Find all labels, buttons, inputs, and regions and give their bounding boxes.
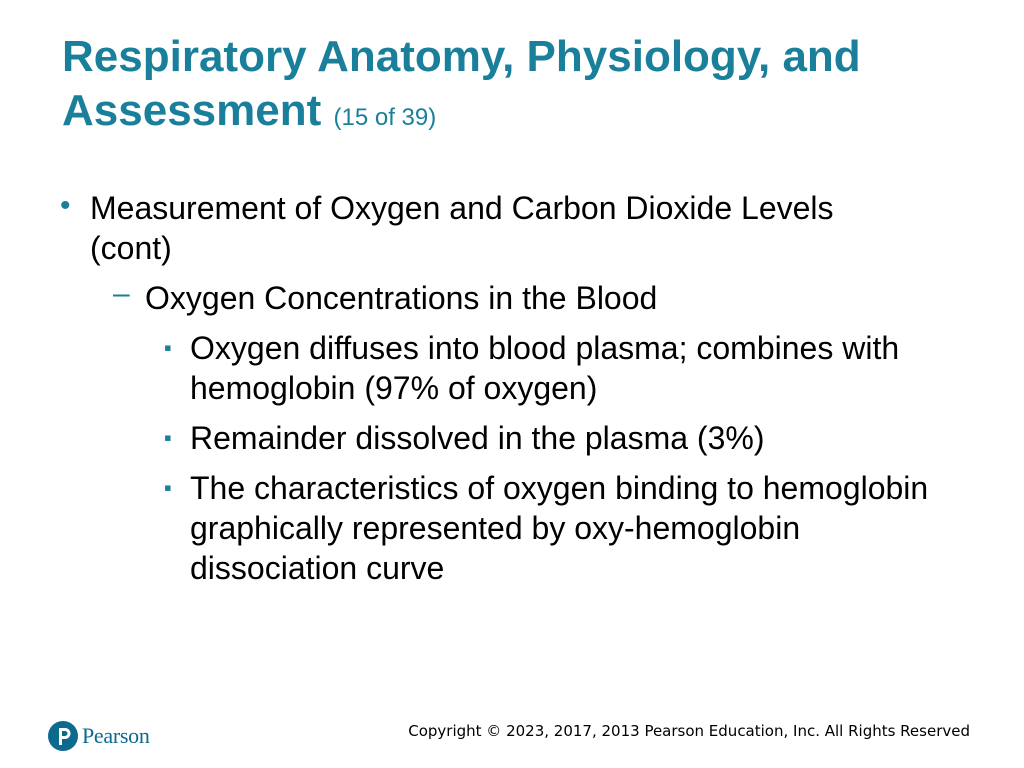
pearson-logo-text: Pearson	[82, 723, 150, 748]
bullet-dash-icon: –	[113, 277, 130, 310]
pearson-p-icon	[48, 721, 78, 751]
bullet-text: Remainder dissolved in the plasma (3%)	[190, 420, 765, 456]
bullet-level3-characteristics	[164, 468, 970, 588]
bullet-level3-oxygen-diffuses	[164, 328, 970, 408]
bullet-level1-measurement	[60, 188, 910, 268]
bullet-level2-oxygen-concentrations	[113, 277, 945, 318]
pearson-logo	[48, 718, 150, 754]
slide-counter: (15 of 39)	[333, 104, 437, 131]
bullet-dot-icon: •	[60, 189, 71, 222]
copyright-notice: Copyright © 2023, 2017, 2013 Pearson Education, Inc. All Rights Reserved	[408, 722, 970, 740]
bullet-text: The characteristics of oxygen binding to hemoglobin graphically represented by oxy-hemoglobin dissociation curve	[190, 470, 929, 586]
bullet-text: Oxygen Concentrations in the Blood	[145, 280, 658, 316]
bullet-text: Measurement of Oxygen and Carbon Dioxide Levels (cont)	[90, 190, 834, 266]
bullet-square-icon: ▪	[164, 475, 172, 500]
slide-title	[62, 30, 962, 145]
slide-title-main: Respiratory Anatomy, Physiology, and Assessment	[62, 32, 861, 135]
bullet-text: Oxygen diffuses into blood plasma; combines with hemoglobin (97% of oxygen)	[190, 330, 900, 406]
bullet-square-icon: ▪	[164, 425, 172, 450]
bullet-level3-remainder-dissolved	[164, 418, 970, 458]
bullet-square-icon: ▪	[164, 335, 172, 360]
